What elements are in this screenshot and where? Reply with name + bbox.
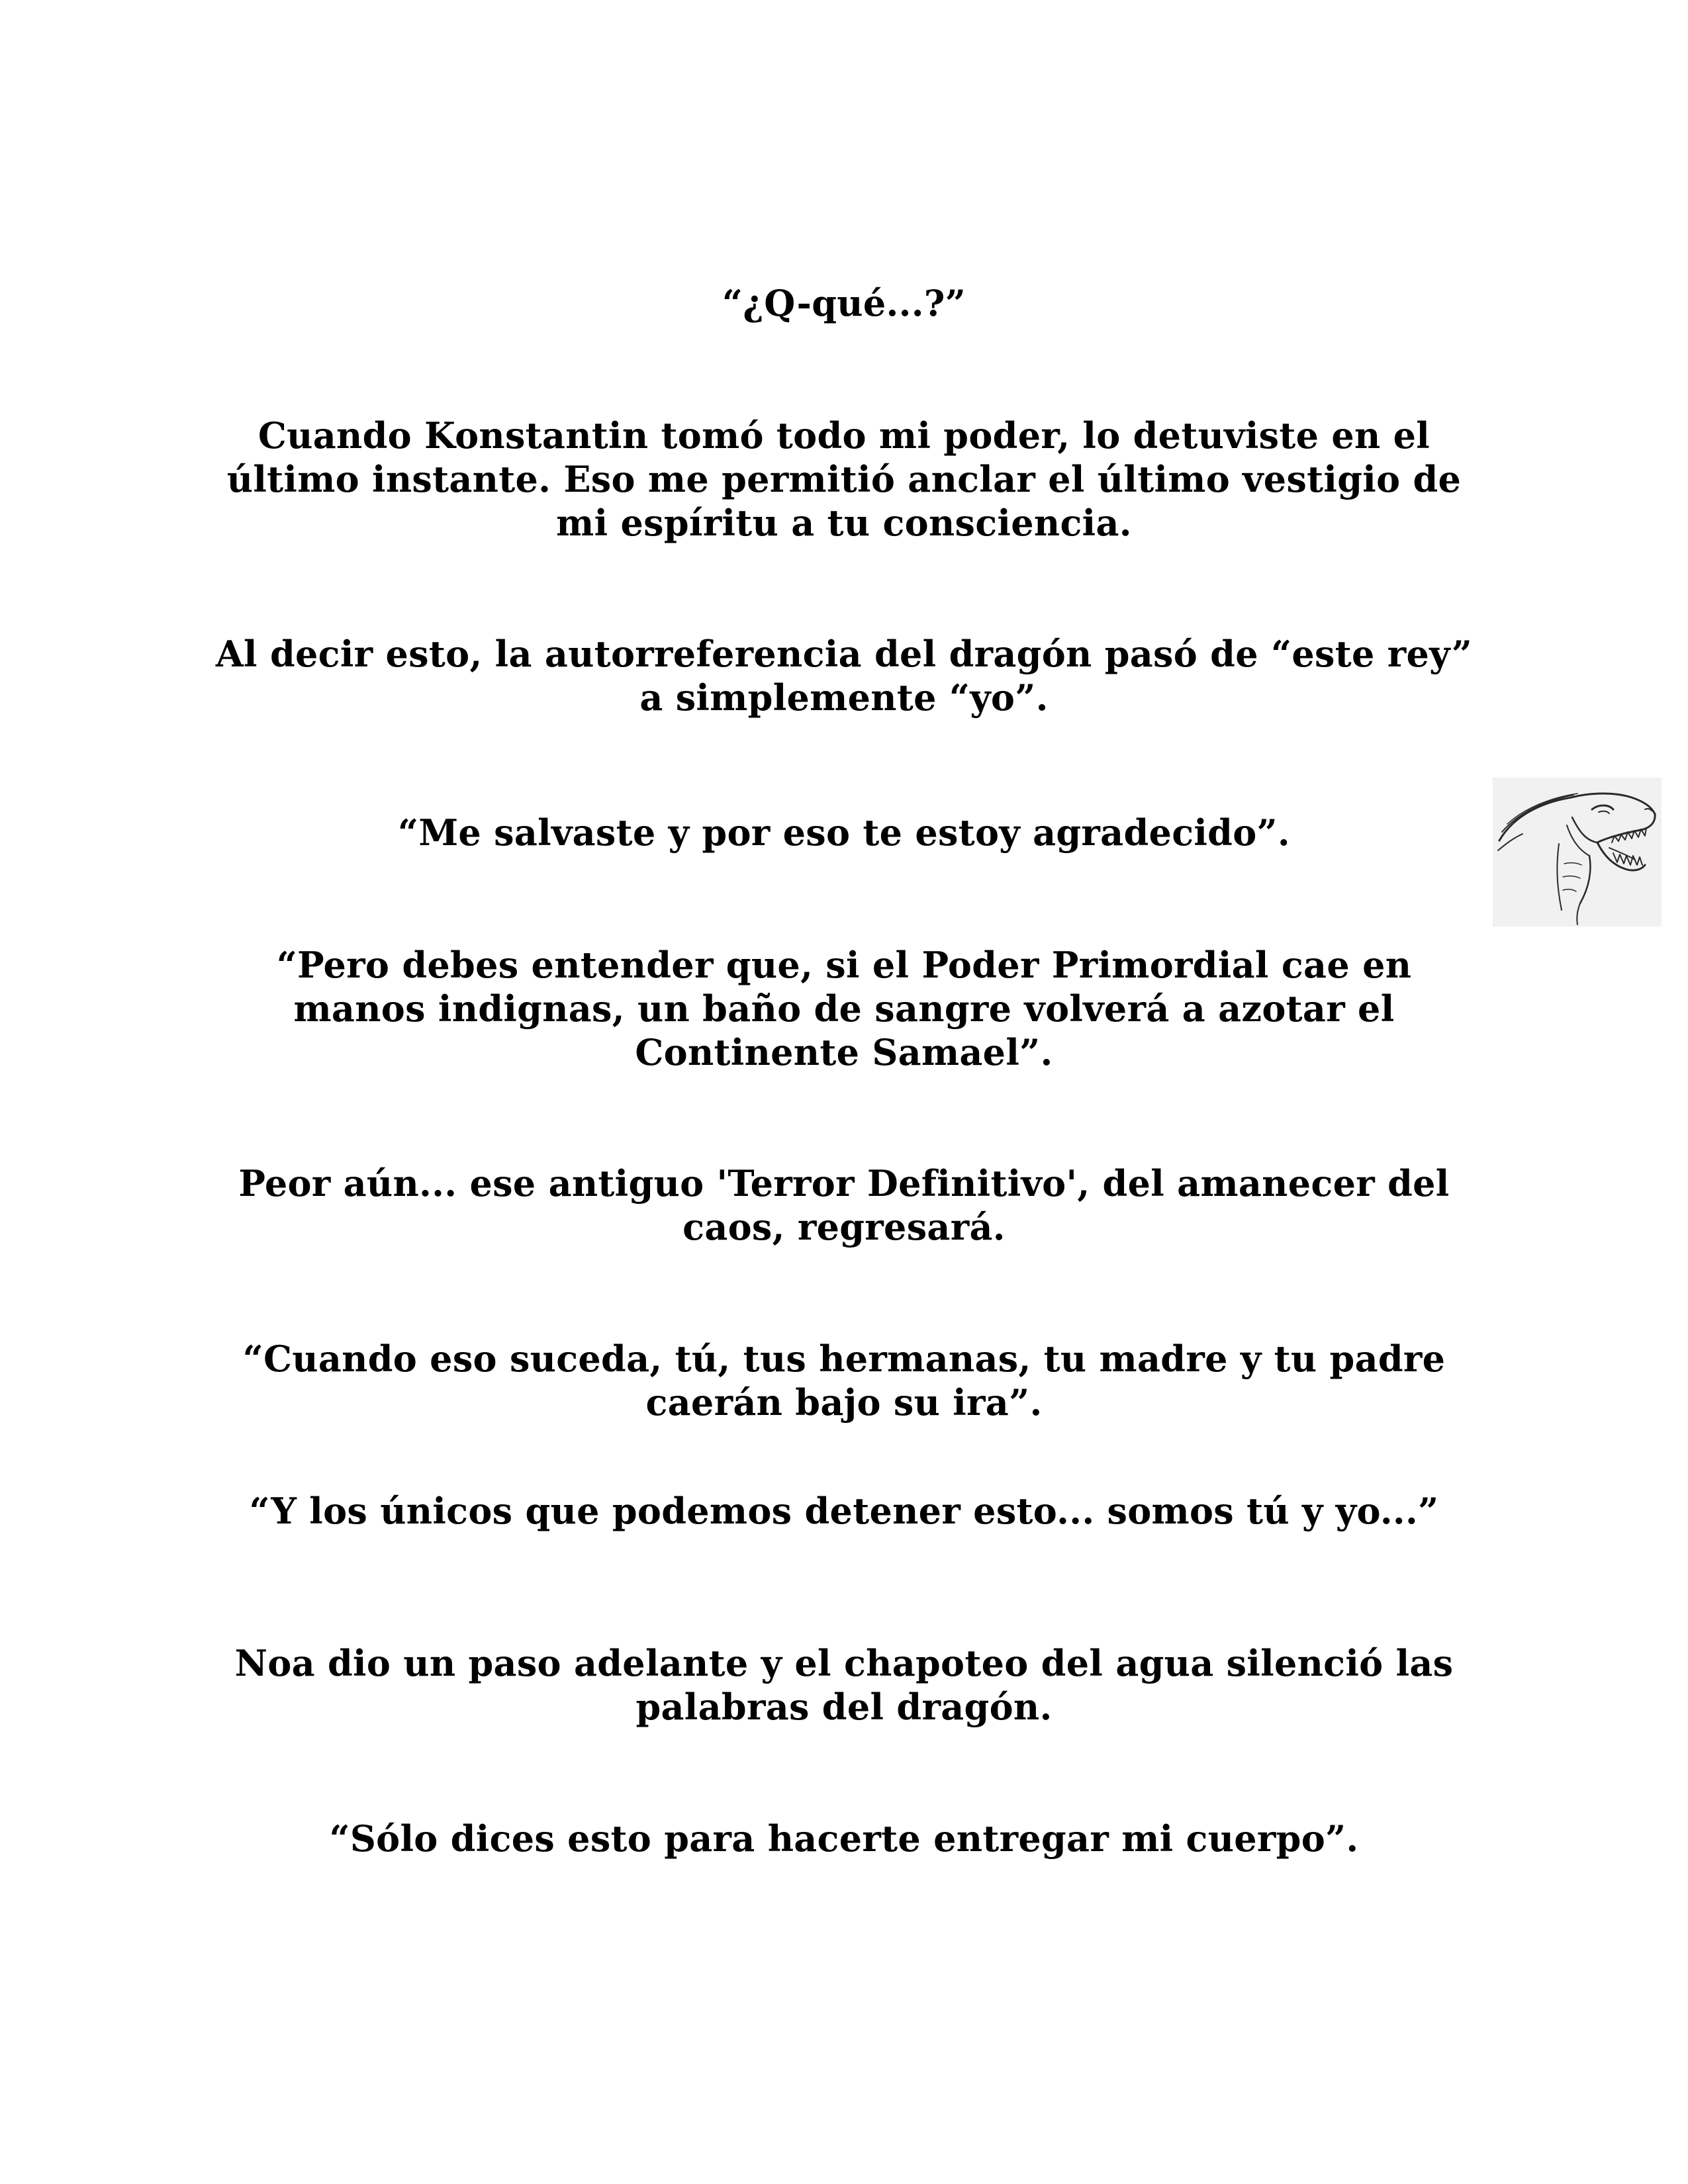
paragraph-2: Cuando Konstantin tomó todo mi poder, lo detuviste en el último instante. Eso me permitió anclar el último vestigio de mi espíritu a tu consciencia. (226, 414, 1462, 544)
paragraph-8: “Y los únicos que podemos detener esto... somos tú y yo...” (249, 1490, 1439, 1532)
paragraph-7: “Cuando eso suceda, tú, tus hermanas, tu madre y tu padre caerán bajo su ira”. (242, 1338, 1446, 1424)
paragraph-5: “Pero debes entender que, si el Poder Primordial cae en manos indignas, un baño de sangre volverá a azotar el Continente Samael”. (276, 944, 1412, 1073)
paragraph-4: “Me salvaste y por eso te estoy agradecido”. (397, 811, 1291, 854)
dragon-head-sketch-icon (1493, 778, 1662, 927)
paragraph-10: “Sólo dices esto para hacerte entregar mi cuerpo”. (329, 1817, 1359, 1860)
paragraph-6: Peor aún... ese antiguo 'Terror Definitivo', del amanecer del caos, regresará. (238, 1162, 1450, 1248)
paragraph-9: Noa dio un paso adelante y el chapoteo del agua silenció las palabras del dragón. (234, 1642, 1454, 1728)
paragraph-3: Al decir esto, la autorreferencia del dragón pasó de “este rey” a simplemente “yo”. (215, 633, 1473, 719)
paragraph-1: “¿Q-qué...?” (722, 282, 966, 324)
